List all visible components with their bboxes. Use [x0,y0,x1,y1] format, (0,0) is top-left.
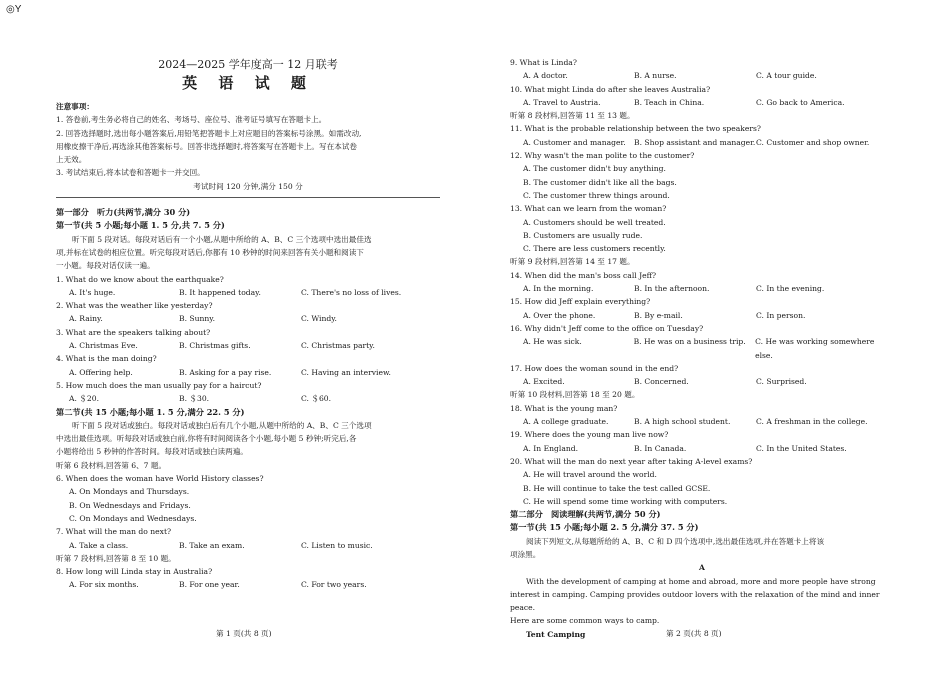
passage-label: A [699,563,705,573]
material-note: 听第 8 段材料,回答第 11 至 13 题。 [510,111,635,121]
question: 16. Why didn't Jeff come to the office on Tuesday? [510,323,704,333]
passage-line: interest in camping. Camping provides outdoor lovers with the relaxation of the mind and inner peace. [510,589,880,613]
options: A. It's huge. B. It happened today. C. There's no loss of lives. [69,287,402,297]
question: 12. Why wasn't the man polite to the customer? [510,151,695,161]
options: A. Customer and manager. B. Shop assistant and manager. C. Customer and shop owner. [523,137,870,147]
exam-subtitle: 2024—2025 学年度高一 12 月联考 [158,58,338,71]
material-note: 听第 6 段材料,回答第 6、7 题。 [56,460,167,470]
instructions-line: 一小题。每段对话仅读一遍。 [56,261,155,271]
question: 9. What is Linda? [510,58,577,67]
exam-title: 英 语 试 题 [182,74,314,92]
option: B. He will continue to take the test called GCSE. [523,483,711,493]
option: B. Customers are usually rude. [523,230,643,240]
option: B. On Wednesdays and Fridays. [69,500,191,510]
instructions-line: 中选出最佳选项。听每段对话或独白前,你将有时间阅读各个小题,每小题 5 秒钟;听完后,各 [56,434,357,444]
question: 20. What will the man do next year after taking A-level exams? [510,456,753,466]
option: C. He will spend some time working with computers. [523,496,728,506]
options: A. In the morning. B. In the afternoon. C. In the evening. [523,284,825,294]
question: 14. When did the man's boss call Jeff? [510,270,657,280]
options: A. In England. B. In Canada. C. In the United States. [523,443,847,453]
question: 19. Where does the young man live now? [510,430,669,440]
question: 13. What can we learn from the woman? [510,204,667,214]
material-note: 听第 7 段材料,回答第 8 至 10 题。 [56,553,176,563]
instructions-line: 阅读下列短文,从每题所给的 A、B、C 和 D 四个选项中,选出最佳选项,并在答题卡上将该 [526,536,825,546]
option: C. On Mondays and Wednesdays. [69,513,197,523]
note-line: 1. 答卷前,考生务必将自己的姓名、考场号、座位号、准考证号填写在答题卡上。 [56,115,327,125]
right-page [510,56,894,641]
option: C. The customer threw things around. [523,190,670,200]
part1-sec1-title: 第一节(共 5 小题;每小题 1. 5 分,共 7. 5 分) [56,220,225,231]
note-line: 3. 考试结束后,将本试卷和答题卡一并交回。 [56,168,205,178]
option: B. The customer didn't like all the bags. [523,177,677,187]
notes-heading: 注意事项： [56,102,94,111]
page-number-right: 第 2 页(共 8 页) [666,629,722,638]
option: C. There are less customers recently. [523,244,666,254]
options: A. A college graduate. B. A high school student. C. A freshman in the college. [523,417,868,427]
options: A. Over the phone. B. By e-mail. C. In person. [523,310,806,320]
part2-title: 第二部分 阅读理解(共两节,满分 50 分) [510,509,661,520]
question: 15. How did Jeff explain everything? [510,297,651,307]
instructions-line: 项涂黑。 [510,549,541,559]
instructions-line: 小题将给出 5 秒钟的作答时间。每段对话或独白读两遍。 [56,447,248,457]
part2-sec1-title: 第一节(共 15 小题;每小题 2. 5 分,满分 37. 5 分) [510,522,699,533]
page-number-left: 第 1 页(共 8 页) [216,629,272,638]
passage-line: Here are some common ways to camp. [510,616,660,626]
instructions-line: 听下面 5 段对话。每段对话后有一个小题,从题中所给的 A、B、C 三个选项中选出最佳选 [72,234,372,244]
question: 5. How much does the man usually pay for a haircut? [56,380,262,390]
options: A. Christmas Eve. B. Christmas gifts. C. Christmas party. [69,341,375,351]
question: 7. What will the man do next? [56,527,172,537]
note-line: 上无效。 [56,155,87,165]
options: A. For six months. B. For one year. C. For two years. [69,580,367,590]
corner-mark: ◎Y [6,4,22,15]
option: A. Customers should be well treated. [523,217,666,227]
question: 1. What do we know about the earthquake? [56,274,224,284]
divider [56,197,440,198]
passage-line: With the development of camping at home and abroad, more and more people have strong [526,576,876,586]
options: A. Travel to Austria. B. Teach in China. C. Go back to America. [523,97,845,107]
question: 2. What was the weather like yesterday? [56,301,213,311]
instructions-line: 听下面 5 段对话或独白。每段对话或独白后有几个小题,从题中所给的 A、B、C 三个选项 [72,420,372,430]
option: A. On Mondays and Thursdays. [69,487,190,497]
options: A. ＄20. B. ＄30. C. ＄60. [69,394,332,404]
options: A. Excited. B. Concerned. C. Surprised. [523,377,807,387]
question: 8. How long will Linda stay in Australia? [56,567,213,577]
instructions-line: 项,并标在试卷的相应位置。听完每段对话后,你都有 10 秒钟的时间来回答有关小题和阅读下 [56,247,364,257]
option: A. He will travel around the world. [523,470,657,480]
options: A. He was sick. B. He was on a business trip. C. He was working somewhere else. [523,337,875,360]
question: 3. What are the speakers talking about? [56,327,211,337]
note-line: 2. 回答选择题时,选出每小题答案后,用铅笔把答题卡上对应题目的答案标号涂黑。如需改动, [56,128,362,138]
material-note: 听第 10 段材料,回答第 18 至 20 题。 [510,390,640,400]
part1-title: 第一部分 听力(共两节,满分 30 分) [56,207,191,218]
options: A. A doctor. B. A nurse. C. A tour guide. [523,71,817,81]
material-note: 听第 9 段材料,回答第 14 至 17 题。 [510,257,635,267]
options: A. Offering help. B. Asking for a pay rise. C. Having an interview. [69,367,391,377]
question: 10. What might Linda do after she leaves Australia? [510,84,711,94]
note-line: 用橡皮擦干净后,再选涂其他答案标号。回答非选择题时,将答案写在答题卡上。写在本试卷 [56,141,357,151]
question: 4. What is the man doing? [56,354,157,364]
left-page [56,56,440,592]
question: 6. When does the woman have World History classes? [56,474,264,484]
question: 11. What is the probable relationship between the two speakers? [510,124,761,134]
part1-sec2-title: 第二节(共 15 小题;每小题 1. 5 分,满分 22. 5 分) [56,406,245,417]
options: A. Take a class. B. Take an exam. C. Listen to music. [69,540,373,550]
passage-subheading: Tent Camping [526,629,586,639]
question: 17. How does the woman sound in the end? [510,363,679,373]
option: A. The customer didn't buy anything. [523,164,666,174]
question: 18. What is the young man? [510,403,618,413]
exam-time: 考试时间 120 分钟,满分 150 分 [193,181,303,191]
options: A. Rainy. B. Sunny. C. Windy. [69,314,337,324]
